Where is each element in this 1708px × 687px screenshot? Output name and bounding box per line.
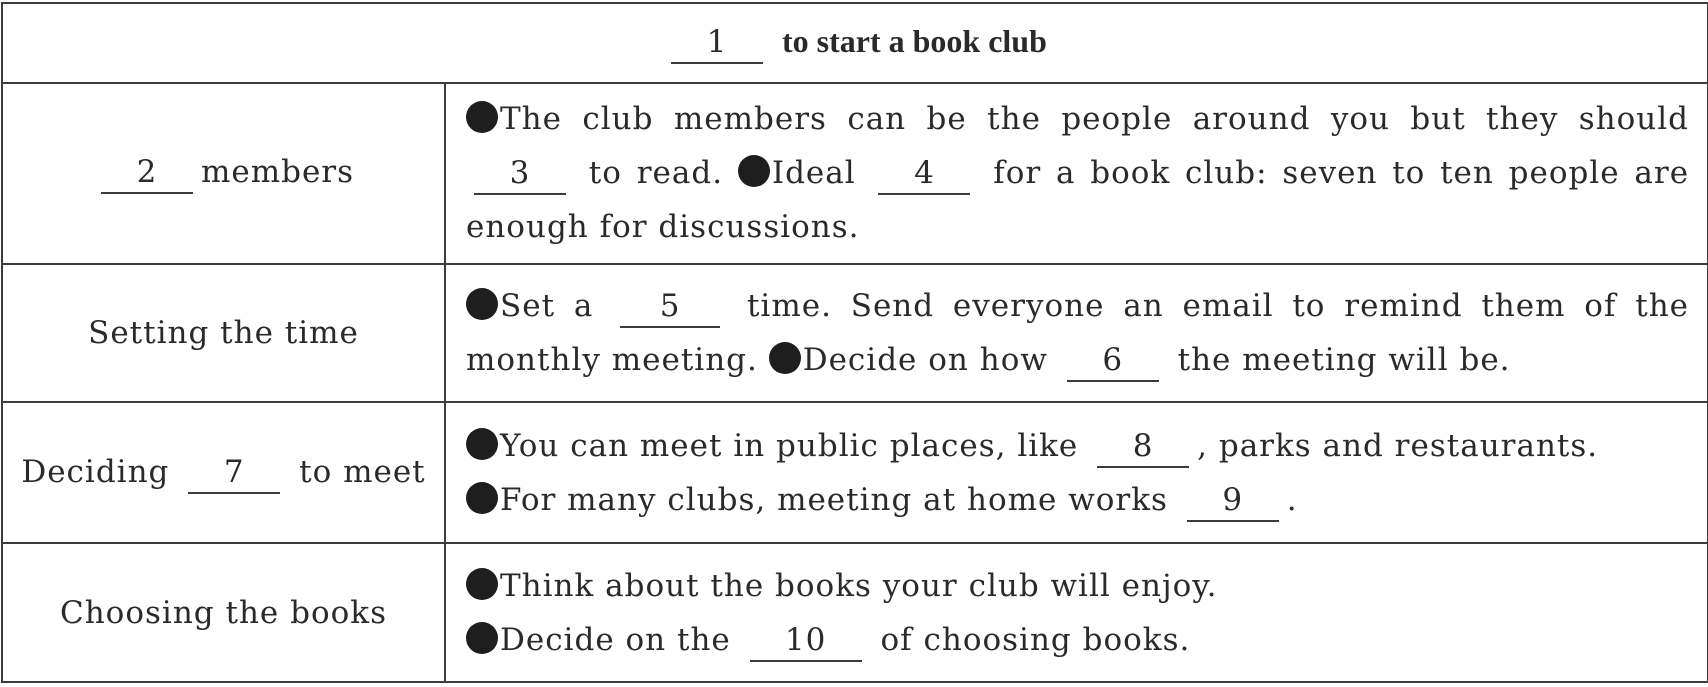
text-p1: The club members can be the people around you but they should [500, 101, 1690, 138]
blank-2[interactable]: 2 [101, 152, 193, 194]
row-content-place [445, 402, 1708, 543]
text-p2: For many clubs, meeting at home works [500, 481, 1168, 518]
text-p1-after: to read. [588, 155, 724, 192]
text-p1: Think about the books your club will enjoy. [500, 567, 1218, 604]
bullet-line [466, 559, 1689, 613]
text-p2: Decide on how [802, 341, 1048, 378]
blank-5[interactable]: 5 [620, 286, 720, 328]
bullet-icon [466, 428, 498, 460]
blank-7[interactable]: 7 [188, 452, 280, 494]
setting-time-label: Setting the time [88, 314, 359, 351]
bullet-line [466, 613, 1689, 667]
title-text: to start a book club [781, 23, 1047, 60]
blank-3[interactable]: 3 [474, 153, 566, 195]
text-p1-after: time. Send everyone an email to remind them of the monthly meeting. [466, 287, 1690, 378]
members-label: members [200, 154, 355, 191]
text-p2: Ideal [771, 155, 856, 192]
book-club-table [1, 2, 1708, 683]
bullet-icon [466, 288, 498, 320]
bullet-line [466, 473, 1689, 527]
text-p2: Decide on the [500, 621, 731, 658]
text-p1: You can meet in public places, like [500, 427, 1079, 464]
bullet-icon [769, 342, 801, 374]
row-label-time [2, 264, 445, 403]
blank-4[interactable]: 4 [878, 153, 970, 195]
blank-6[interactable]: 6 [1067, 340, 1159, 382]
table-title [2, 3, 1708, 83]
row-content-time [445, 264, 1708, 403]
bullet-icon [466, 622, 498, 654]
text-p1-after: , parks and restaurants. [1197, 427, 1599, 464]
bullet-icon [466, 101, 498, 133]
bullet-icon [466, 482, 498, 514]
bullet-line [466, 419, 1689, 473]
row-label-books [2, 543, 445, 682]
blank-9[interactable]: 9 [1187, 480, 1279, 522]
deciding-label: Deciding [21, 453, 170, 490]
blank-8[interactable]: 8 [1097, 426, 1189, 468]
blank-10[interactable]: 10 [750, 620, 862, 662]
text-p2-after: the meeting will be. [1177, 341, 1511, 378]
text-p1: Set a [500, 287, 594, 324]
text-p2-after: . [1286, 481, 1298, 518]
row-content-books [445, 543, 1708, 682]
blank-1[interactable]: 1 [671, 22, 763, 64]
text-p2-after: for a book club: seven to ten people are enough for discussions. [466, 155, 1690, 246]
choosing-books-label: Choosing the books [60, 594, 387, 631]
row-content-members [445, 83, 1708, 263]
to-meet-label: to meet [299, 453, 426, 490]
row-label-members [2, 83, 445, 263]
bullet-icon [466, 568, 498, 600]
text-p2-after: of choosing books. [880, 621, 1191, 658]
bullet-icon [738, 155, 770, 187]
row-label-place [2, 402, 445, 543]
